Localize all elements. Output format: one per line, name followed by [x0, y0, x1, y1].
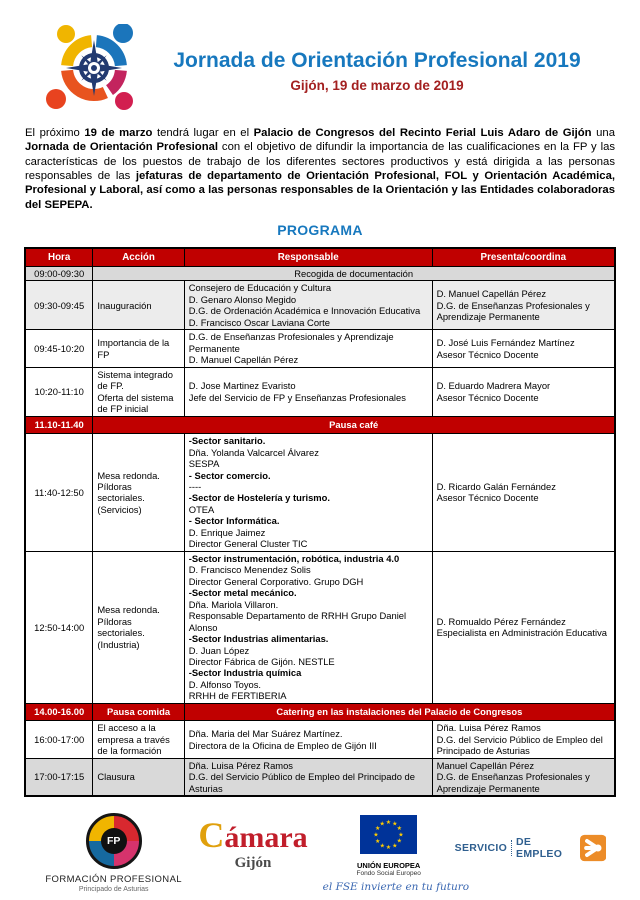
event-logo — [44, 24, 144, 110]
eu-star-icon: ★ — [396, 826, 403, 833]
table-row — [25, 330, 615, 367]
cell-line: Dña. Luisa Pérez Ramos — [436, 722, 541, 734]
cell-accion — [93, 281, 184, 330]
cell-line: Manuel Capellán Pérez — [436, 759, 535, 771]
cell-accion — [93, 721, 184, 758]
cell-line: D. Genaro Alonso Megido — [188, 293, 297, 305]
cell-presenta — [432, 551, 615, 703]
cell-line: D. Alfonso Toyos. — [188, 678, 262, 690]
cell-line: Directora de la Oficina de Empleo de Gijón III — [188, 739, 377, 751]
table-header-cell: Responsable — [184, 248, 432, 266]
table-row — [25, 416, 615, 433]
intro-run: con el objetivo de difundir la importancia de las cualificaciones en la FP y las características de los puestos de trabajo de los diferentes sectores productivos y está dirigida a las personas responsables de las — [25, 141, 616, 183]
page-header — [0, 0, 640, 110]
cell-responsable — [184, 330, 432, 367]
intro-run: Palacio de Congresos del Recinto Ferial Luis Adaro de Gijón — [253, 127, 592, 139]
intro-paragraph — [25, 126, 615, 212]
cell-responsable — [184, 434, 432, 552]
intro-run: El próximo — [25, 127, 85, 139]
programa-heading: PROGRAMA — [277, 222, 363, 239]
cell-hora: 16:00-17:00 — [25, 721, 93, 758]
camara-city: Gijón — [234, 855, 272, 872]
table-row — [25, 267, 615, 281]
cell-band: Catering en las instalaciones del Palacio de Congresos — [184, 703, 615, 720]
cell-line: RRHH de FERTIBERIA — [188, 690, 287, 702]
cell-line: Oferta del sistema de FP inicial — [97, 391, 174, 415]
cell-line: D. Eduardo Madrera Mayor — [436, 380, 551, 392]
cell-line: Director General Corporativo. Grupo DGH — [188, 575, 364, 587]
empleo-divider — [511, 840, 512, 856]
cell-line: - Sector comercio. — [188, 469, 271, 481]
cell-presenta — [432, 721, 615, 758]
cell-line: El acceso a la empresa a través de la formación — [97, 722, 170, 757]
cell-line: -Sector sanitario. — [188, 435, 266, 447]
cell-band: Pausa café — [93, 416, 615, 433]
empleo-share-icon — [580, 833, 606, 863]
table-header-cell: Acción — [93, 248, 184, 266]
cell-line: Especialista en Administración Educativa — [436, 627, 607, 639]
cell-line: -Sector Industria química — [188, 667, 302, 679]
camara-logo — [183, 817, 322, 872]
fse-tagline: el FSE invierte en tu futuro — [322, 881, 470, 894]
eu-star-icon: ★ — [375, 838, 381, 845]
cell-line: D.G. del Servicio Público de Empleo del Principado de Asturias — [188, 771, 415, 794]
cell-line: D. Francisco Menendez Solis — [188, 564, 311, 576]
cell-span: Recogida de documentación — [93, 267, 615, 281]
cell-line: Dña. Mariola Villaron. — [188, 598, 279, 610]
cell-accion — [93, 330, 184, 367]
table-row — [25, 551, 615, 703]
cell-line: Mesa redonda. — [97, 604, 160, 616]
page-subtitle: Gijón, 19 de marzo de 2019 — [290, 78, 464, 94]
title-block — [144, 41, 610, 93]
cell-line: (Servicios) — [97, 503, 142, 515]
eu-star-icon: ★ — [392, 843, 398, 850]
cell-hora: 09:45-10:20 — [25, 330, 93, 367]
eu-flag-icon — [360, 815, 417, 854]
cell-line: D.G. de Enseñanzas Profesionales y Aprendizaje Permanente — [436, 771, 590, 794]
cell-line: Dña. Luisa Pérez Ramos — [188, 759, 293, 771]
fp-sublabel: Principado de Asturias — [78, 886, 149, 894]
fp-label: FORMACIÓN PROFESIONAL — [45, 874, 182, 886]
cell-line: D. Enrique Jaimez — [188, 526, 266, 538]
eu-star-icon: ★ — [396, 838, 403, 845]
cell-line: Director General Cluster TIC — [188, 538, 308, 550]
table-row — [25, 434, 615, 552]
fp-circle-icon — [86, 813, 142, 869]
cell-hora: 09:00-09:30 — [25, 267, 93, 281]
cell-line: Director Fábrica de Gijón. NESTLE — [188, 656, 335, 667]
cell-line: Píldoras sectoriales. — [97, 480, 145, 504]
empleo-label-left: SERVICIO — [454, 842, 508, 855]
intro-run: jefaturas de departamento de Orientación Profesional, FOL y Orientación Académica, Profesional y Laboral, así como a las personas responsables de la Orientación y las Entidades colaboradoras del SEPEPA. — [25, 170, 616, 211]
cell-line: Píldoras sectoriales. — [97, 615, 145, 639]
cell-line: Asesor Técnico Docente — [436, 348, 539, 360]
servicio-empleo-logo — [455, 833, 606, 863]
cell-line: D.G. del Servicio Público de Empleo del Principado de Asturias — [436, 733, 603, 757]
cell-presenta — [432, 367, 615, 416]
cell-accion: Pausa comida — [93, 703, 184, 720]
cell-line: D. Ricardo Galán Fernández — [436, 480, 556, 492]
eu-star-icon: ★ — [385, 845, 392, 852]
cell-responsable — [184, 367, 432, 416]
program-table — [24, 247, 616, 797]
cell-hora: 11:40-12:50 — [25, 434, 93, 552]
cell-line: D.G. de Ordenación Académica e Innovación Educativa — [188, 305, 421, 317]
cell-hora: 10:20-11:10 — [25, 367, 93, 416]
cell-line: OTEA — [188, 503, 215, 515]
cell-line: - Sector Informática. — [188, 515, 280, 527]
cell-presenta — [432, 330, 615, 367]
fp-logo — [44, 813, 183, 893]
cell-hora: 14.00-16.00 — [25, 703, 93, 720]
cell-line: -Sector metal mecánico. — [188, 587, 297, 599]
cell-line: D. Manuel Capellán Pérez — [188, 354, 299, 366]
cell-line: Dña. Maria del Mar Suárez Martínez. — [188, 728, 343, 740]
eu-star-icon: ★ — [375, 826, 381, 833]
compass-logo-icon — [44, 24, 144, 110]
cell-line: Responsable Departamento de RRHH Grupo Daniel Alonso — [188, 610, 407, 633]
table-header-cell: Presenta/coordina — [432, 248, 615, 266]
table-header-row — [25, 248, 615, 266]
cell-line: -Sector Industrias alimentarias. — [188, 633, 329, 645]
cell-responsable — [184, 281, 432, 330]
cell-line: SESPA — [188, 458, 220, 470]
cell-line: D. Jose Martinez Evaristo — [188, 380, 296, 392]
table-header-cell: Hora — [25, 248, 93, 266]
cell-line: -Sector de Hostelería y turismo. — [188, 492, 330, 504]
eu-star-icon: ★ — [385, 820, 392, 827]
table-row — [25, 703, 615, 720]
page-title: Jornada de Orientación Profesional 2019 — [173, 48, 581, 72]
cell-hora: 11.10-11.40 — [25, 416, 93, 433]
program-table-wrap — [24, 247, 616, 797]
cell-line: Mesa redonda. — [97, 469, 160, 481]
cell-line: D.G. de Enseñanzas Profesionales y Aprendizaje Permanente — [188, 331, 394, 354]
cell-line: Inauguración — [97, 299, 152, 311]
camara-name: Cámara — [198, 815, 308, 856]
cell-line: Consejero de Educación y Cultura — [188, 282, 332, 294]
eu-logo — [322, 815, 470, 894]
table-row — [25, 281, 615, 330]
eu-star-icon: ★ — [379, 821, 386, 828]
cell-line: (Industria) — [97, 638, 140, 650]
cell-line: ---- — [188, 480, 202, 492]
cell-responsable — [184, 721, 432, 758]
cell-responsable — [184, 758, 432, 796]
table-row — [25, 758, 615, 796]
cell-accion — [93, 434, 184, 552]
table-row — [25, 367, 615, 416]
table-row — [25, 721, 615, 758]
cell-accion — [93, 758, 184, 796]
cell-presenta — [432, 434, 615, 552]
eu-star-icon: ★ — [379, 843, 386, 850]
cell-line: D. Francisco Oscar Laviana Corte — [188, 316, 330, 328]
cell-line: Sistema integrado de FP. — [97, 368, 173, 392]
cell-line: D. Romualdo Pérez Fernández — [436, 615, 566, 627]
cell-line: Asesor Técnico Docente — [436, 492, 539, 504]
cell-line: Dña. Yolanda Valcarcel Álvarez — [188, 446, 319, 458]
intro-run: tendrá lugar en el — [152, 127, 254, 139]
cell-presenta — [432, 758, 615, 796]
cell-presenta — [432, 281, 615, 330]
cell-line: Clausura — [97, 771, 135, 783]
intro-run: una — [591, 127, 615, 139]
cell-line: Importancia de la FP — [97, 337, 170, 360]
cell-hora: 12:50-14:00 — [25, 551, 93, 703]
empleo-label-right: DE EMPLEO — [516, 836, 563, 861]
cell-line: D. Manuel Capellán Pérez — [436, 288, 547, 300]
page-footer — [44, 813, 606, 893]
cell-responsable — [184, 551, 432, 703]
intro-run: 19 de marzo — [84, 127, 153, 139]
fp-initials: FP — [101, 828, 127, 854]
cell-accion — [93, 551, 184, 703]
cell-line: Asesor Técnico Docente — [436, 391, 539, 403]
cell-accion — [93, 367, 184, 416]
eu-star-icon: ★ — [373, 832, 379, 839]
cell-line: D. José Luis Fernández Martínez — [436, 337, 575, 349]
eu-sublabel: Fondo Social Europeo — [356, 870, 421, 878]
eu-star-icon: ★ — [392, 821, 398, 828]
eu-star-icon: ★ — [398, 832, 404, 839]
cell-hora: 09:30-09:45 — [25, 281, 93, 330]
eu-label: UNIÓN EUROPEA — [356, 861, 421, 871]
intro-run: Jornada de Orientación Profesional — [25, 141, 219, 154]
cell-hora: 17:00-17:15 — [25, 758, 93, 796]
cell-line: Jefe del Servicio de FP y Enseñanzas Profesionales — [188, 391, 406, 403]
cell-line: D.G. de Enseñanzas Profesionales y Aprendizaje Permanente — [436, 299, 590, 323]
cell-line: -Sector instrumentación, robótica, industria 4.0 — [188, 552, 400, 564]
cell-line: D. Juan López — [188, 644, 250, 656]
